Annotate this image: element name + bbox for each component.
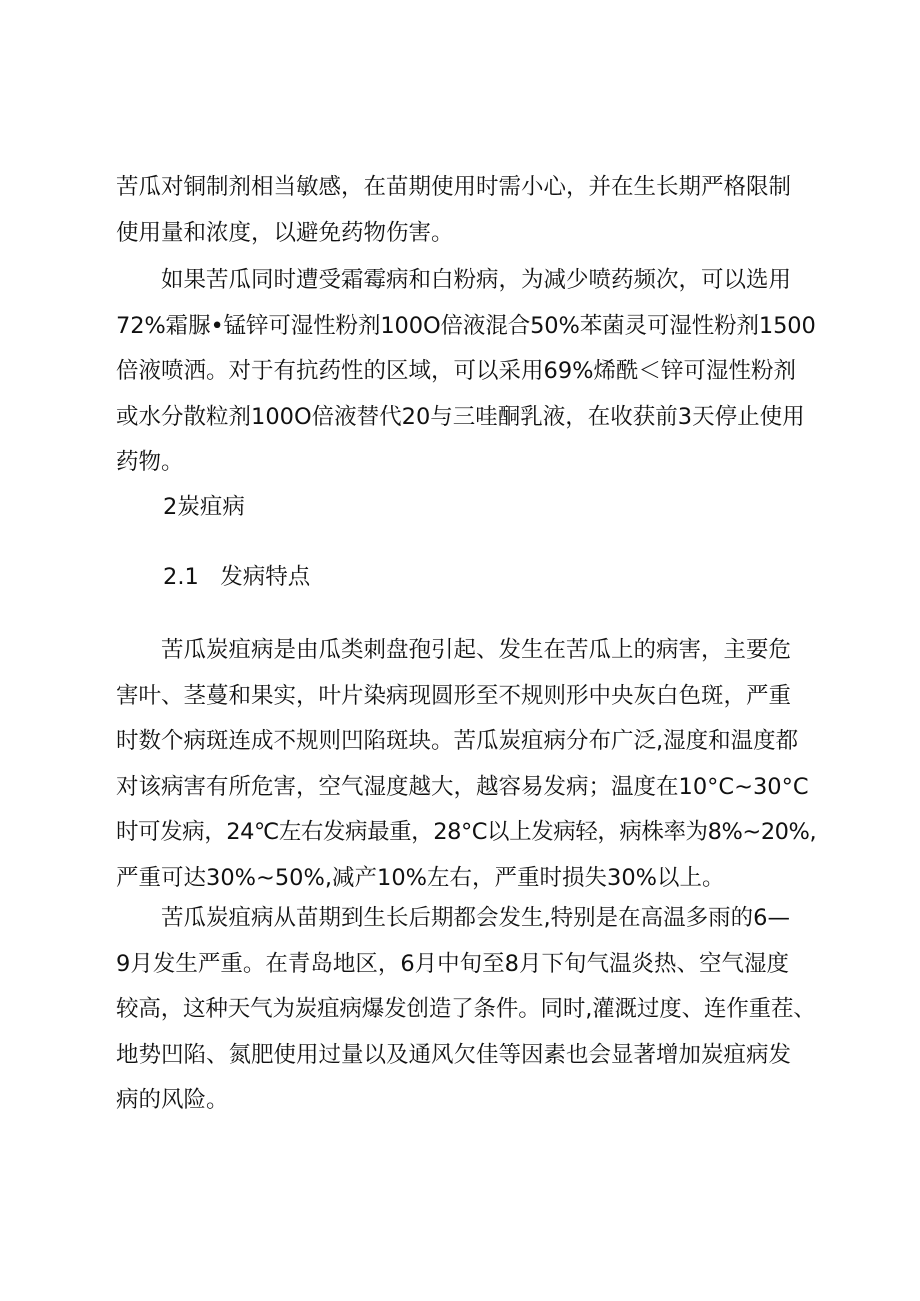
text-line: 如果苦瓜同时遭受霜霉病和白粉病，为减少喷药频次，可以选用: [116, 267, 792, 293]
text-line: 苦瓜炭疽病是由瓜类刺盘孢引起、发生在苦瓜上的病害，主要危: [116, 637, 792, 663]
text-line: 病的风险。: [116, 1087, 229, 1113]
subsection-heading-characteristics: 2.1 发病特点: [163, 564, 311, 590]
text-line: 倍液喷洒。对于有抗药性的区域，可以采用69%烯酰＜锌可湿性粉剂: [116, 358, 797, 384]
text-line: 时数个病斑连成不规则凹陷斑块。苦瓜炭疽病分布广泛,湿度和温度都: [116, 728, 799, 754]
text-line: 72%霜脲•锰锌可湿性粉剂100O倍液混合50%苯菌灵可湿性粉剂1500: [116, 312, 816, 339]
text-line: 害叶、茎蔓和果实，叶片染病现圆形至不规则形中央灰白色斑，严重: [116, 682, 792, 709]
text-line: 地势凹陷、氮肥使用过量以及通风欠佳等因素也会显著增加炭疽病发: [116, 1041, 792, 1068]
text-line: 较高，这种天气为炭疽病爆发创造了条件。同时,灌溉过度、连作重茬、: [116, 996, 816, 1022]
section-heading-anthracnose: 2炭疽病: [163, 494, 245, 520]
text-line: 对该病害有所危害，空气湿度越大，越容易发病；温度在10°C~30°C: [116, 773, 809, 800]
paragraph-copper-sensitivity: [116, 165, 816, 256]
paragraph-anthracnose-occurrence: [116, 896, 816, 1124]
text-line: 使用量和浓度，以避免药物伤害。: [116, 219, 454, 246]
text-line: 苦瓜对铜制剂相当敏感，在苗期使用时需小心，并在生长期严格限制: [116, 174, 792, 200]
paragraph-anthracnose-description: [116, 628, 816, 901]
text-line: 药物。: [116, 449, 184, 475]
text-line: 严重可达30%~50%,减产10%左右，严重时损失30%以上。: [116, 864, 725, 891]
text-line: 9月发生严重。在青岛地区，6月中旬至8月下旬气温炎热、空气湿度: [116, 950, 789, 977]
text-line: 时可发病，24℃左右发病最重，28°C以上发病轻，病株率为8%~20%,: [116, 819, 817, 845]
paragraph-mildew-treatment: [116, 258, 816, 486]
text-line: 或水分散粒剂100O倍液替代20与三哇酮乳液，在收获前3天停止使用: [116, 403, 805, 430]
text-line: 苦瓜炭疽病从苗期到生长后期都会发生,特别是在高温多雨的6—: [116, 905, 790, 931]
